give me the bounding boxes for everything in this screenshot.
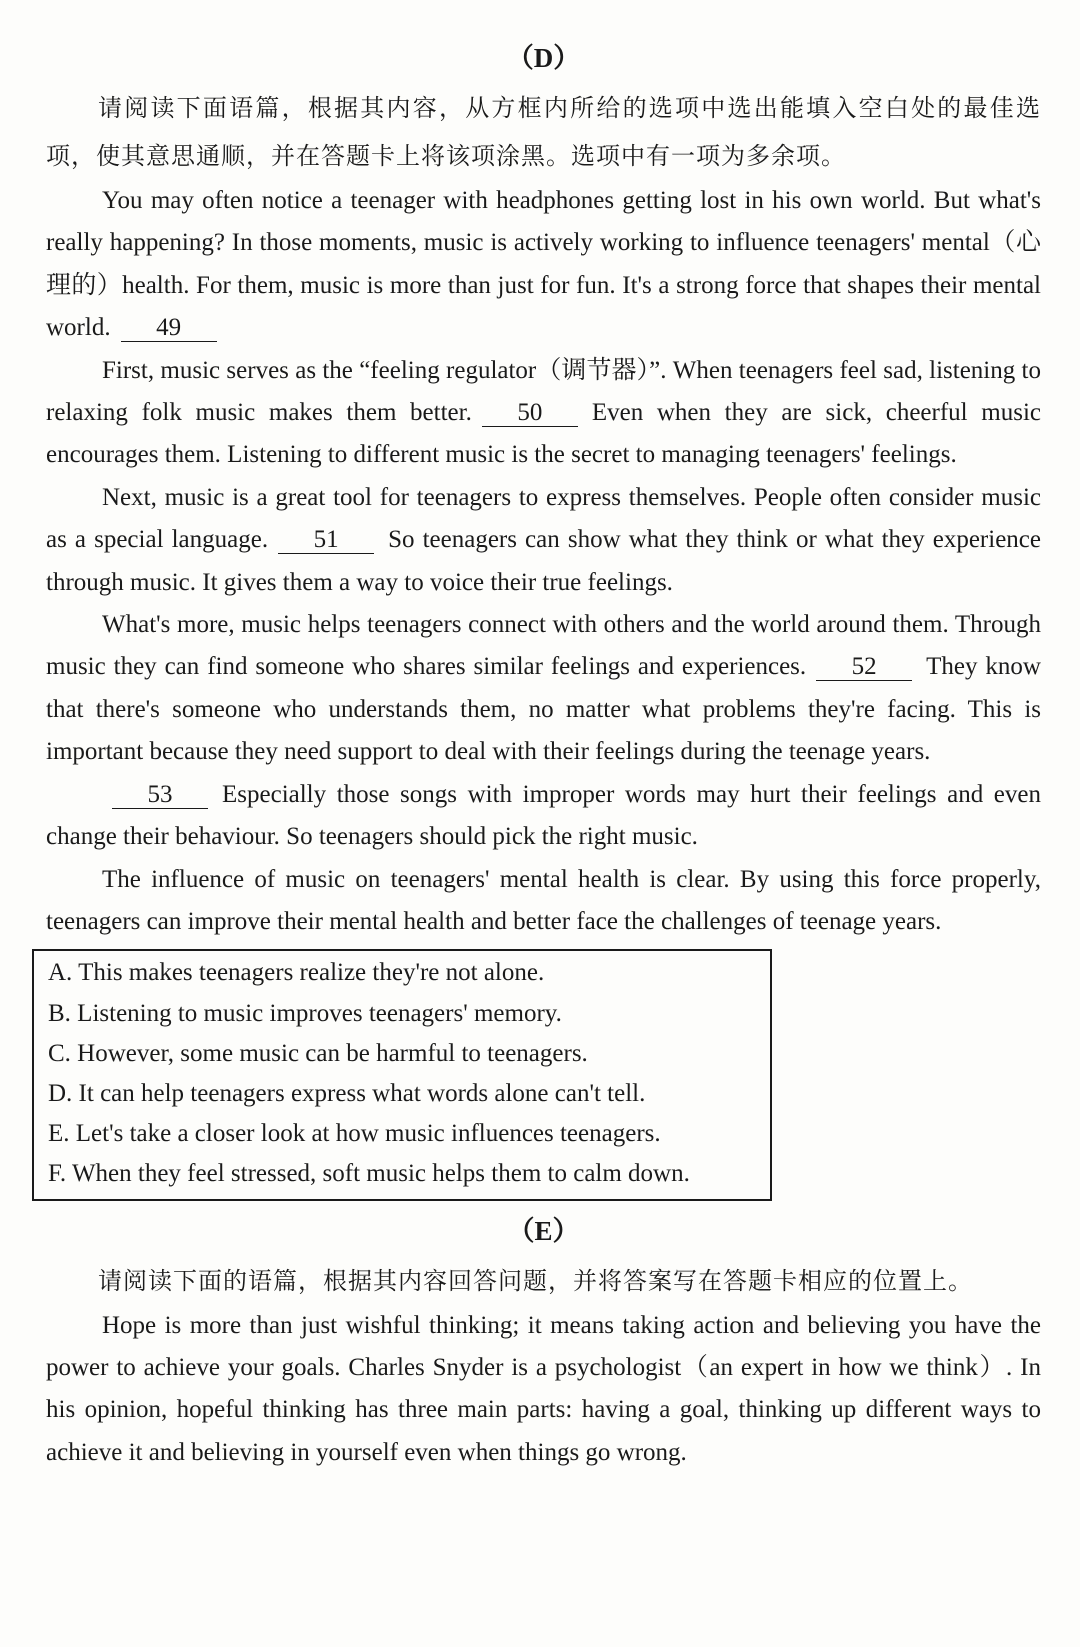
section-e-instructions: 请阅读下面的语篇，根据其内容回答问题，并将答案写在答题卡相应的位置上。 [98,1266,973,1295]
passage-paragraph-2 [46,350,1041,477]
exam-page [46,38,1041,1474]
passage-paragraph-5 [46,774,1041,859]
section-d-title: （D） [506,43,581,73]
section-d-instructions: 请阅读下面语篇，根据其内容，从方框内所给的选项中选出能填入空白处的最佳选项，使其意思通顺，并在答题卡上将该项涂黑。选项中有一项为多余项。 [46,94,1041,170]
option-f: F. When they feel stressed, soft music helps them to calm down. [48,1160,690,1188]
paragraph-text: Especially those songs with improper words may hurt their feelings and even change their behaviour. So teenagers should pick the right music. [46,780,1041,851]
passage-paragraph-6: The influence of music on teenagers' mental health is clear. By using this force properly, teenagers can improve their mental health and better face the challenges of teenage years. [46,865,1041,935]
blank-51: 51 [278,527,374,554]
paragraph-text: Even when they are sick, cheerful music encourages them. Listening to different music is the secret to managing teenagers' feelings. [46,399,1041,469]
blank-50: 50 [482,400,578,427]
blank-52: 52 [816,654,912,681]
blank-49: 49 [121,315,217,342]
paragraph-text: You may often notice a teenager with headphones getting lost in his own world. But what's really happening? In those moments, music is actively working to influence teenagers' mental（心理的）health. For them, music is more than just for fun. It's a strong force that shapes their mental world. [46,187,1041,342]
options-box [32,949,772,1200]
passage-paragraph-4 [46,604,1041,774]
option-e: E. Let's take a closer look at how music influences teenagers. [48,1120,661,1148]
option-d: D. It can help teenagers express what words alone can't tell. [48,1079,646,1107]
option-c: C. However, some music can be harmful to teenagers. [48,1039,588,1067]
option-a: A. This makes teenagers realize they're not alone. [48,959,545,987]
paragraph-text: First, music serves as the “feeling regulator（调节器）”. When teenagers feel sad, listening to relaxing folk music makes them better. [46,356,1041,427]
passage-paragraph-3 [46,477,1041,604]
section-e-title: （E） [507,1215,580,1246]
paragraph-text: What's more, music helps teenagers connect with others and the world around them. Through music they can find someone who shares similar feelings and experiences. [46,611,1041,681]
blank-53: 53 [112,782,208,809]
option-b: B. Listening to music improves teenagers' memory. [48,999,562,1027]
section-e-paragraph-1: Hope is more than just wishful thinking; it means taking action and believing you have the power to achieve your goals. Charles Snyder is a psychologist（an expert in how we think）. In his opinion, hopeful thinking has three main parts: having a goal, thinking up different ways to achieve it and believing in yourself even when things go wrong. [46,1311,1041,1466]
paragraph-text: Next, music is a great tool for teenagers to express themselves. People often consider music as a special language. [46,483,1041,554]
paragraph-text: They know that there's someone who understands them, no matter what problems they're facing. This is important because they need support to deal with their feelings during the teenage years. [46,653,1041,766]
paragraph-text: So teenagers can show what they think or what they experience through music. It gives them a way to voice their true feelings. [46,526,1041,596]
passage-paragraph-1 [46,180,1041,350]
